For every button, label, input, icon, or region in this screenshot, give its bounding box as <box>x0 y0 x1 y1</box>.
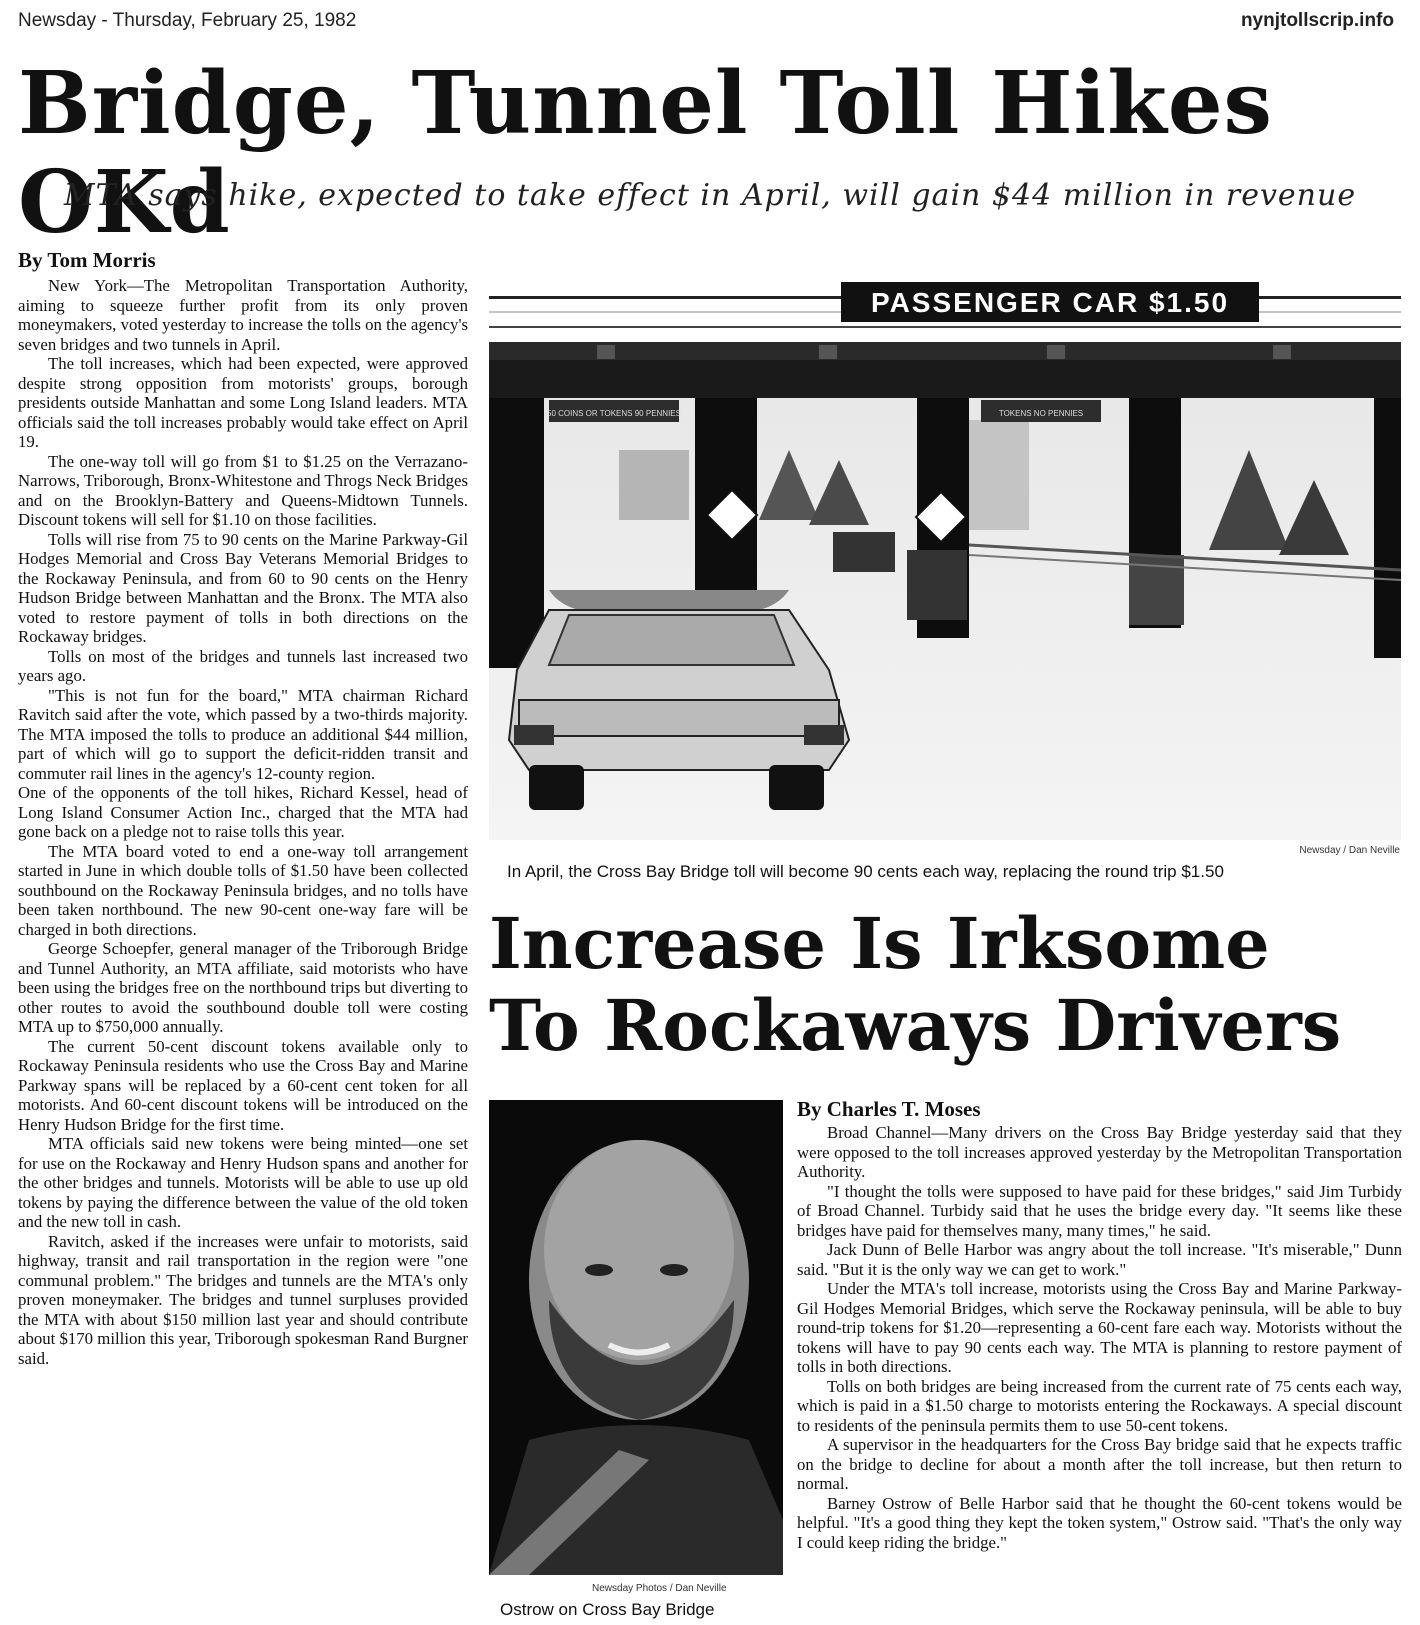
story1-paragraph-9: George Schoepfer, general manager of the Triborough Bridge and Tunnel Authority, an MTA affiliate, said motorists who have been using the bridges free on the northbound trips but diverting to other routes to avoid the southbound double toll were costing MTA up to $750,000 annually. <box>18 939 468 1036</box>
toll-plaza-illustration <box>489 270 1401 840</box>
story1-paragraph-8: The MTA board voted to end a one-way toll arrangement started in June in which double tolls of $1.50 have been collected southbound on the Rockaway Peninsula bridges, and no tolls have been taken northbound. The new 90-cent one-way fare will be charged in both directions. <box>18 841 468 939</box>
masthead-dateline: Newsday - Thursday, February 25, 1982 <box>18 10 357 31</box>
portrait-caption: Ostrow on Cross Bay Bridge <box>500 1600 715 1619</box>
portrait-illustration <box>489 1100 783 1575</box>
story-column-left <box>18 276 468 1622</box>
booth-sign-left: 50 COINS OR TOKENS 90 PENNIES <box>547 409 681 418</box>
toll-photo-credit: Newsday / Dan Neville <box>1299 845 1400 856</box>
story1-paragraph-3: The one-way toll will go from $1 to $1.25 on the Verrazano-Narrows, Triborough, Bronx-Whitestone and Throgs Neck Bridges and on the Brooklyn-Battery and Queens-Midtown Tunnels. Discount tokens will sell for $1.10 on those facilities. <box>18 451 468 529</box>
toll-plaza-photo <box>489 270 1401 840</box>
story2-paragraph-4: Under the MTA's toll increase, motorists using the Cross Bay and Marine Parkway-Gil Hodges Memorial Bridges, which serve the Rockaway peninsula, will be able to buy round-trip tokens for $1.20—representing a 60-cent fare each way. Motorists without the tokens will have to pay 90 cents each way. The MTA is planning to restore payment of tolls in both directions. <box>797 1279 1402 1376</box>
story1-paragraph-10: The current 50-cent discount tokens available only to Rockaway Peninsula residents who use the Cross Bay and Marine Parkway spans will be replaced by a 60-cent cent token for all motorists. And 60-cent discount tokens will be introduced on the Henry Hudson Bridge for the first time. <box>18 1036 468 1134</box>
ostrow-portrait-photo <box>489 1100 783 1575</box>
story1-paragraph-4: Tolls will rise from 75 to 90 cents on the Marine Parkway-Gil Hodges Memorial and Cross Bay Veterans Memorial Bridges to the Rockaway Peninsula, and from 60 to 90 cents on the Henry Hudson Bridge between Manhattan and the Bronx. The MTA also voted to restore payment of tolls in both directions on the Rockaway bridges. <box>18 529 468 646</box>
passenger-car-sign: PASSENGER CAR $1.50 <box>870 287 1230 318</box>
booth-sign-right: TOKENS NO PENNIES <box>998 409 1084 418</box>
source-website: nynjtollscrip.info <box>1240 10 1394 31</box>
secondary-headline-line-1: Increase Is Irksome <box>489 902 1270 985</box>
story2-paragraph-6: A supervisor in the headquarters for the Cross Bay bridge said that he expects traffic on the bridge to decline for about a month after the toll increase, but then return to normal. <box>797 1435 1402 1493</box>
byline-tom-morris: By Tom Morris <box>18 248 156 272</box>
main-headline: Bridge, Tunnel Toll Hikes OKd <box>18 53 1273 253</box>
story2-paragraph-1: Broad Channel—Many drivers on the Cross Bay Bridge yesterday said that they were opposed to the toll increases approved yesterday by the Metropolitan Transportation Authority. <box>797 1123 1402 1181</box>
story1-paragraph-1: New York—The Metropolitan Transportation Authority, aiming to squeeze further profit from its only proven moneymakers, voted yesterday to increase the tolls on the agency's seven bridges and two tunnels in April. <box>18 276 468 354</box>
subheadline-deck: MTA says hike, expected to take effect in April, will gain $44 million in revenue <box>63 178 1357 213</box>
story2-paragraph-7: Barney Ostrow of Belle Harbor said that he thought the 60-cent tokens would be helpful. "It's a good thing they kept the token system," Ostrow said. "That's the only way I could keep riding the bridge." <box>797 1493 1402 1552</box>
story1-paragraph-6: "This is not fun for the board," MTA chairman Richard Ravitch said after the vote, which passed by a two-thirds majority. The MTA imposed the tolls to produce an additional $44 million, part of which will go to support the deficit-ridden transit and commuter rail lines in the agency's 12-county region. <box>18 685 468 783</box>
story1-paragraph-2: The toll increases, which had been expected, were approved despite strong opposition from motorists' groups, borough presidents outside Manhattan and some Long Island leaders. MTA officials said the toll increases probably would take effect on April 19. <box>18 354 468 451</box>
story-column-right <box>797 1123 1402 1623</box>
story1-paragraph-11: MTA officials said new tokens were being minted—one set for use on the Rockaway and Henry Hudson spans and another for the other bridges and tunnels. Motorists will be able to use up old tokens by paying the difference between the value of the old token and the new toll in cash. <box>18 1134 468 1231</box>
story1-paragraph-7: One of the opponents of the toll hikes, Richard Kessel, head of Long Island Consumer Action Inc., charged that the MTA had gone back on a pledge not to raise tolls this year. <box>18 783 468 841</box>
story2-paragraph-5: Tolls on both bridges are being increased from the current rate of 75 cents each way, which is paid in a $1.50 charge to motorists entering the Rockaways. A special discount to residents of the peninsula permits them to use 50-cent tokens. <box>797 1376 1402 1435</box>
secondary-headline-line-2: To Rockaways Drivers <box>489 984 1342 1067</box>
story2-paragraph-3: Jack Dunn of Belle Harbor was angry about the toll increase. "It's miserable," Dunn said. "But it is the only way we can get to work." <box>797 1240 1402 1279</box>
story1-paragraph-5: Tolls on most of the bridges and tunnels last increased two years ago. <box>18 646 468 685</box>
portrait-photo-credit: Newsday Photos / Dan Neville <box>592 1583 727 1594</box>
toll-photo-caption: In April, the Cross Bay Bridge toll will become 90 cents each way, replacing the round trip $1.50 <box>507 862 1224 881</box>
story2-paragraph-2: "I thought the tolls were supposed to have paid for these bridges," said Jim Turbidy of Broad Channel. Turbidy said that he uses the bridge every day. "It seems like these bridges have paid for themselves many, many times," he said. <box>797 1181 1402 1240</box>
secondary-headline <box>489 903 1404 1067</box>
byline-charles-moses: By Charles T. Moses <box>797 1097 981 1121</box>
story1-paragraph-12: Ravitch, asked if the increases were unfair to motorists, said highway, transit and rail transportation in the region were "one communal problem." The bridges and tunnels are the MTA's only proven moneymaker. The bridges and tunnel surpluses provided the MTA with about $150 million last year and should contribute about $170 million this year, Triborough spokesman Rand Burgner said. <box>18 1231 468 1368</box>
